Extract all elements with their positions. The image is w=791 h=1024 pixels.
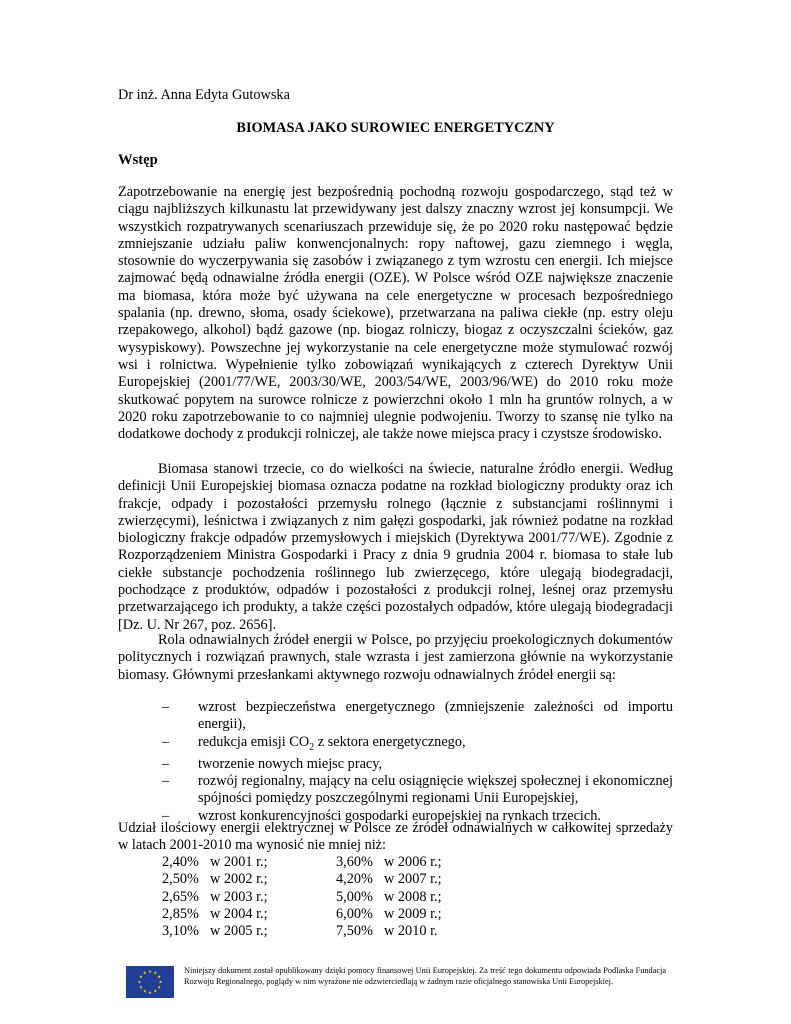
list-item-text: rozwój regionalny, mający na celu osiągnięcie większej społecznej i ekonomicznej spójności pomiędzy poszczególnymi regionami Unii Europejskiej, — [198, 773, 673, 807]
rate-percent: 3,60% — [336, 854, 373, 870]
rate-percent: 6,00% — [336, 905, 373, 922]
list-item — [118, 756, 673, 773]
rate-year: w 2006 r.; — [384, 854, 442, 870]
rate-year: w 2004 r.; — [210, 905, 268, 922]
rate-percent: 2,65% — [162, 888, 199, 905]
rate-year: w 2001 r.; — [210, 854, 268, 870]
rate-year: w 2002 r.; — [210, 871, 268, 888]
table-row — [162, 871, 482, 888]
paragraph-intro: Zapotrzebowanie na energię jest bezpośrednią pochodną rozwoju gospodarczego, stąd też w ciągu najbliższych kilkunastu lat przewidywany jest dalszy znaczny wzrost jej konsumpcji. We wszystkich rozpatrywanych scenariuszach przewiduje się, że po 2020 roku następować będzie zmniejszanie udziału paliw konwencjonalnych: ropy naftowej, gazu ziemnego i węgla, stosownie do wyczerpywania się zasobów i związanego z tym wzrostu cen energii. Ich miejsce zajmować będą odnawialne źródła energii (OZE). W Polsce wśród OZE największe znaczenie ma biomasa, która może być używana na cele energetyczne w procesach bezpośredniego spalania (np. drewno, słoma, osady ściekowe), przetwarzana na paliwa ciekłe (np. estry oleju rzepakowego, alkohol) bądź gazowe (np. biogaz rolniczy, biogaz z oczyszczalni ścieków, gaz wysypiskowy). Powszechne jej wykorzystanie na cele energetyczne może stymulować rozwój wsi i rolnictwa. Wypełnienie tylko zobowiązań wynikających z czterech Dyrektyw Unii Europejskiej (2001/77/WE, 2003/30/WE, 2003/54/WE, 2003/96/WE) do 2010 roku może skutkować popytem na surowce rolnicze z powierzchni około 1 mln ha gruntów rolnych, a w 2020 roku zapotrzebowanie to co najmniej ulegnie podwojeniu. Tworzy to szansę nie tylko na dodatkowe dochody z produkcji rolniczej, ale także nowe miejsca pracy i czystsze środowisko. — [118, 184, 673, 443]
list-item-text: tworzenie nowych miejsc pracy, — [198, 755, 383, 772]
rate-year: w 2010 r. — [384, 923, 438, 940]
rate-year: w 2003 r.; — [210, 888, 268, 905]
section-heading: Wstęp — [118, 152, 158, 168]
rate-percent: 7,50% — [336, 923, 373, 940]
dash-bullet: – — [162, 773, 170, 790]
dash-bullet: – — [162, 733, 170, 750]
rate-percent: 3,10% — [162, 923, 199, 940]
disclaimer-text: Niniejszy dokument został opublikowany dzięki pomocy finansowej Unii Europejskiej. Za treść tego dokumentu odpowiada Podlaska Fundacja Rozwoju Regionalnego, poglądy w nim wyrażone nie odzwierciedlają w żadnym razie oficjalnego stanowiska Unii Europejskiej. — [184, 966, 666, 986]
rate-year: w 2005 r.; — [210, 923, 268, 940]
list-item-text: redukcja emisji CO — [198, 733, 310, 750]
table-row — [162, 889, 482, 906]
document-title: BIOMASA JAKO SUROWIEC ENERGETYCZNY — [236, 120, 555, 136]
paragraph-share-intro: Udział ilościowy energii elektrycznej w Polsce ze źródeł odnawialnych w całkowitej sprzedaży w latach 2001-2010 ma wynosić nie mniej niż: — [118, 820, 673, 854]
rate-percent: 4,20% — [336, 871, 373, 888]
dash-bullet: – — [162, 755, 170, 772]
list-item-text: wzrost konkurencyjności gospodarki europejskiej na rynkach trzecich. — [198, 807, 601, 824]
eu-flag-icon — [126, 966, 174, 998]
table-row — [162, 906, 482, 923]
rate-percent: 2,40% — [162, 854, 199, 870]
dash-bullet: – — [162, 699, 170, 715]
list-item-text: wzrost bezpieczeństwa energetycznego (zmniejszenie zależności od importu energii), — [198, 699, 673, 733]
list-item — [118, 773, 673, 808]
list-item-text: z sektora energetycznego, — [314, 733, 466, 750]
eu-disclaimer-footer — [126, 966, 666, 1002]
list-item — [118, 699, 673, 734]
eu-flag-icon — [126, 966, 174, 998]
rate-year: w 2009 r.; — [384, 905, 442, 922]
dash-bullet: – — [162, 807, 170, 824]
table-row — [162, 854, 482, 871]
table-row — [162, 923, 482, 940]
premises-list — [118, 699, 673, 825]
rate-percent: 2,50% — [162, 871, 199, 888]
author-name: Dr inż. Anna Edyta Gutowska — [118, 87, 290, 103]
list-item — [118, 734, 673, 756]
rate-percent: 5,00% — [336, 888, 373, 905]
rate-year: w 2008 r.; — [384, 888, 442, 905]
rates-table — [162, 854, 482, 940]
rate-percent: 2,85% — [162, 905, 199, 922]
paragraph-renewable-role: Rola odnawialnych źródeł energii w Polsce, po przyjęciu proekologicznych dokumentów politycznych i rozwiązań prawnych, stale wzrasta i jest zamierzona głównie na wykorzystanie biomasy. Głównymi przesłankami aktywnego rozwoju odnawialnych źródeł energii są: — [118, 632, 673, 683]
paragraph-biomass-definition: Biomasa stanowi trzecie, co do wielkości na świecie, naturalne źródło energii. Według definicji Unii Europejskiej biomasa oznacza podatne na rozkład biologiczny produkty oraz ich frakcje, odpady i pozostałości przemysłu rolnego (łącznie z substancjami roślinnymi i zwierzęcymi), leśnictwa i związanych z nim gałęzi gospodarki, jak również podatne na rozkład biologiczny frakcje odpadów przemysłowych i miejskich (Dyrektywa 2001/77/WE). Zgodnie z Rozporządzeniem Ministra Gospodarki i Pracy z dnia 9 grudnia 2004 r. biomasa to stałe lub ciekłe substancje pochodzenia roślinnego lub zwierzęcego, które ulegają biodegradacji, pochodzące z produktów, odpadów i pozostałości z produkcji rolnej, leśnej oraz przemysłu przetwarzającego ich produkty, a także części pozostałych odpadów, które ulegają biodegradacji [Dz. U. Nr 267, poz. 2656]. — [118, 461, 673, 633]
subscript-text: 2 — [309, 741, 315, 753]
rate-year: w 2007 r.; — [384, 871, 442, 888]
